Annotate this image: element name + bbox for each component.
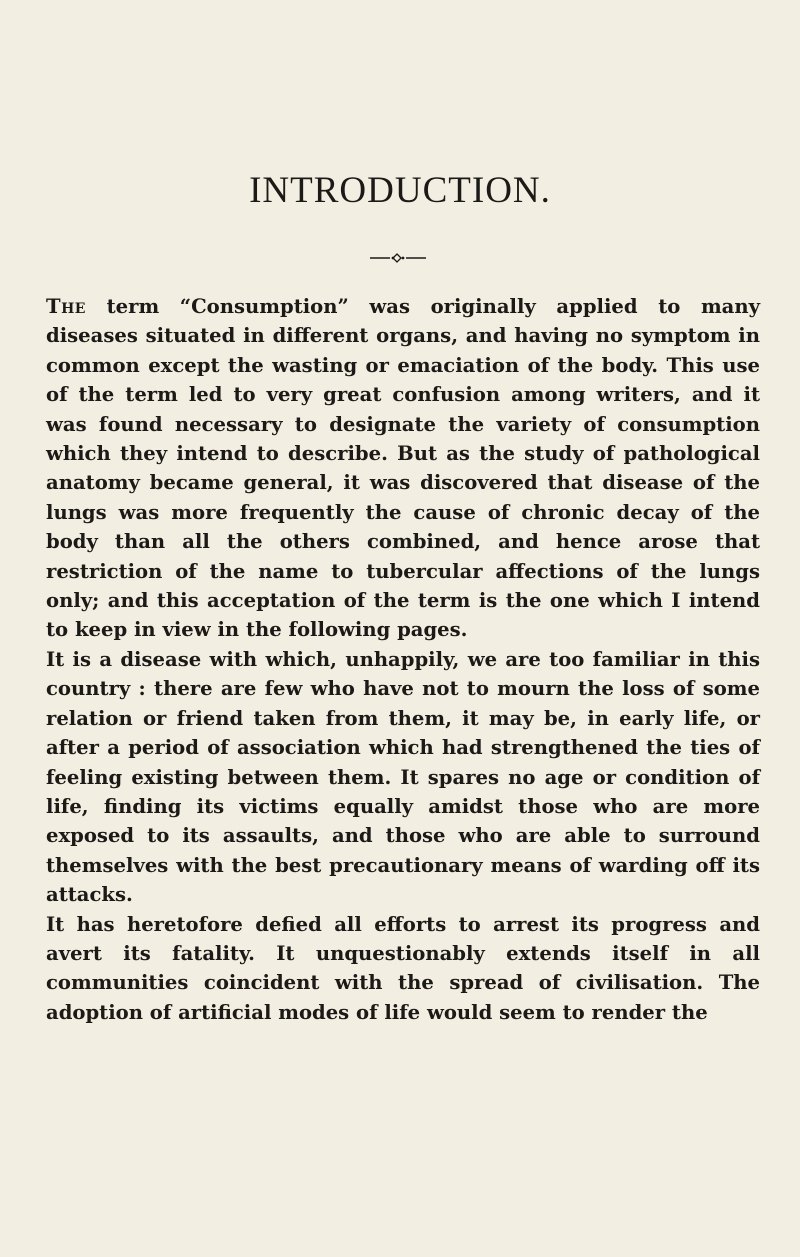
paragraph-2: It is a disease with which, unhappily, we are too familiar in this country : there are few who have not to mourn the loss of some relation or friend taken from them, it may be, in early life, or after a period of association which had strengthened the ties of feeling existing between them. It spares no age or condition of life, finding its victims equally amidst those who are more exposed to its assaults, and those who are able to surround themselves with the best precautionary means of warding off its attacks.	[46, 647, 760, 907]
ornament-divider-icon	[368, 253, 428, 263]
paragraph-3: It has heretofore defied all efforts to arrest its progress and avert its fatality. It unquestionably extends itself in all communities coincident with the spread of civilisation. The adoption of artificial modes of life would seem to render the	[46, 912, 760, 1024]
paragraph-1	[46, 292, 760, 645]
paragraph-1-text: term “Consumption” was originally applied to many diseases situated in different organs, and having no symptom in common except the wasting or emaciation of the body. This use of the term led to very great confusion among writers, and it was found necessary to designate the variety of consumption which they intend to describe. But as the study of pathological anatomy became general, it was discovered that disease of the lungs was more frequently the cause of chronic decay of the body than all the others combined, and hence arose that restriction of the name to tubercular affections of the lungs only; and this acceptation of the term is the one which I intend to keep in view in the following pages.	[46, 295, 760, 642]
body-text	[46, 292, 760, 1027]
paragraph-lead-word: The	[46, 295, 86, 318]
chapter-heading: INTRODUCTION.	[249, 170, 551, 211]
